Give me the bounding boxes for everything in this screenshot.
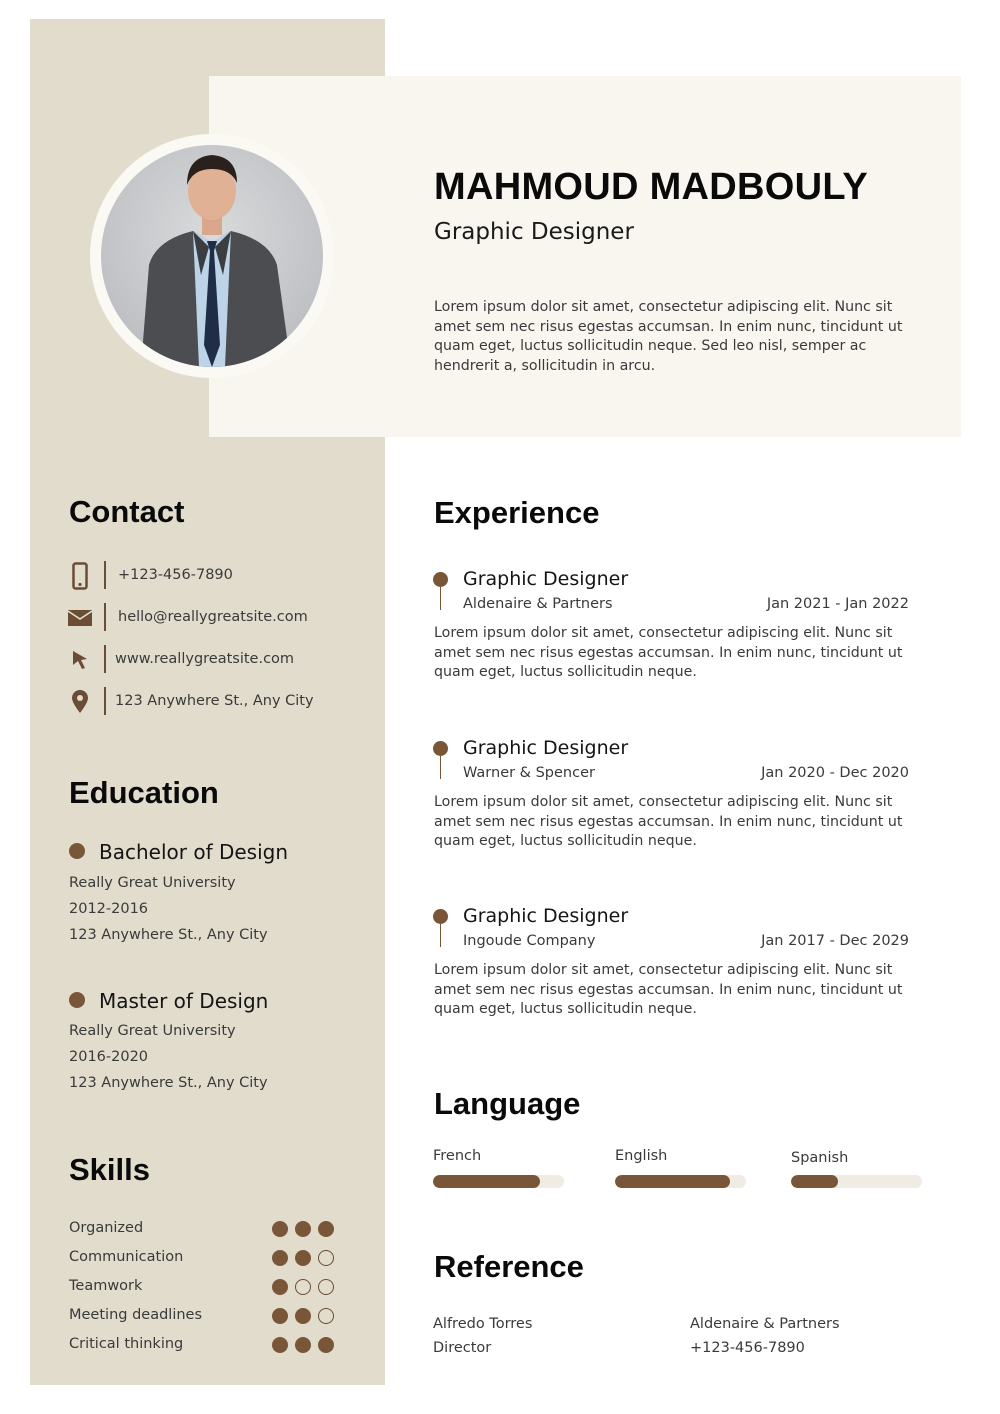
years: 2016-2020 — [69, 1049, 149, 1065]
language-label: French — [433, 1148, 482, 1164]
language-bar — [433, 1175, 564, 1188]
rating-dot-filled-icon — [318, 1337, 334, 1353]
profile-summary: Lorem ipsum dolor sit amet, consectetur adipiscing elit. Nunc sit amet sem nec risus egestas accumsan. In enim nunc, tincidunt ut quam eget, luctus sollicitudin neque. Sed leo nisl, semper ac hendrerit a, sollicitudin in arcu. — [434, 299, 903, 374]
contact-heading: Contact — [69, 494, 185, 529]
timeline-stem — [440, 753, 442, 779]
skill-rating — [272, 1250, 334, 1266]
divider — [104, 561, 106, 589]
language-bar-fill — [615, 1175, 730, 1188]
skill-rating — [272, 1308, 334, 1324]
language-bar — [791, 1175, 922, 1188]
job-dates: Jan 2020 - Dec 2020 — [761, 765, 909, 781]
job-description: Lorem ipsum dolor sit amet, consectetur adipiscing elit. Nunc sit amet sem nec risus egestas accumsan. In enim nunc, tincidunt ut quam eget, luctus sollicitudin neque. — [434, 625, 903, 680]
skill-rating — [272, 1279, 334, 1295]
bullet-icon — [69, 843, 85, 859]
skill-row — [69, 1219, 334, 1241]
contact-email — [66, 603, 366, 633]
skill-row — [69, 1248, 334, 1270]
rating-dot-filled-icon — [272, 1308, 288, 1324]
skill-row — [69, 1306, 334, 1328]
timeline-stem — [440, 584, 442, 610]
job-description: Lorem ipsum dolor sit amet, consectetur adipiscing elit. Nunc sit amet sem nec risus egestas accumsan. In enim nunc, tincidunt ut quam eget, luctus sollicitudin neque. — [434, 962, 903, 1017]
rating-dot-empty-icon — [318, 1308, 334, 1324]
bullet-icon — [69, 992, 85, 1008]
degree: Bachelor of Design — [99, 840, 289, 864]
reference-position: Director — [433, 1340, 492, 1356]
location-pin-icon — [66, 689, 94, 715]
language-label: Spanish — [791, 1150, 849, 1166]
rating-dot-filled-icon — [295, 1337, 311, 1353]
rating-dot-filled-icon — [295, 1308, 311, 1324]
reference-person — [433, 1312, 532, 1360]
degree: Master of Design — [99, 989, 269, 1013]
company: Aldenaire & Partners — [463, 596, 613, 612]
job-description: Lorem ipsum dolor sit amet, consectetur adipiscing elit. Nunc sit amet sem nec risus egestas accumsan. In enim nunc, tincidunt ut quam eget, luctus sollicitudin neque. — [434, 794, 903, 849]
candidate-role: Graphic Designer — [434, 219, 634, 245]
rating-dot-filled-icon — [295, 1221, 311, 1237]
reference-heading: Reference — [434, 1249, 584, 1284]
language-bar-fill — [791, 1175, 838, 1188]
skill-label: Organized — [69, 1220, 144, 1236]
rating-dot-filled-icon — [272, 1337, 288, 1353]
job-dates: Jan 2017 - Dec 2029 — [761, 933, 909, 949]
rating-dot-empty-icon — [318, 1279, 334, 1295]
years: 2012-2016 — [69, 901, 149, 917]
reference-phone: +123-456-7890 — [690, 1340, 805, 1356]
skill-row — [69, 1277, 334, 1299]
job-title: Graphic Designer — [463, 568, 629, 590]
divider — [104, 687, 106, 715]
contact-address — [66, 687, 366, 717]
experience-heading: Experience — [434, 495, 600, 530]
skill-label: Teamwork — [69, 1278, 143, 1294]
reference-contact — [690, 1312, 840, 1360]
company: Warner & Spencer — [463, 765, 595, 781]
job-title: Graphic Designer — [463, 737, 629, 759]
timeline-stem — [440, 921, 442, 947]
person-portrait-icon — [101, 145, 323, 367]
skill-rating — [272, 1337, 334, 1353]
company: Ingoude Company — [463, 933, 596, 949]
rating-dot-filled-icon — [318, 1221, 334, 1237]
cursor-icon — [66, 647, 94, 673]
skill-rating — [272, 1221, 334, 1237]
email-text[interactable]: hello@reallygreatsite.com — [118, 609, 308, 625]
candidate-name: MAHMOUD MADBOULY — [434, 166, 869, 208]
contact-phone — [66, 561, 366, 591]
address-text: 123 Anywhere St., Any City — [115, 693, 314, 709]
website-text[interactable]: www.reallygreatsite.com — [115, 651, 295, 667]
skill-row — [69, 1335, 334, 1357]
school: Really Great University — [69, 1023, 236, 1039]
skill-label: Meeting deadlines — [69, 1307, 203, 1323]
profile-photo — [101, 145, 323, 367]
language-bar-fill — [433, 1175, 540, 1188]
rating-dot-filled-icon — [295, 1250, 311, 1266]
rating-dot-filled-icon — [272, 1221, 288, 1237]
language-label: English — [615, 1148, 668, 1164]
contact-website — [66, 645, 366, 675]
rating-dot-empty-icon — [295, 1279, 311, 1295]
language-bar — [615, 1175, 746, 1188]
rating-dot-filled-icon — [272, 1279, 288, 1295]
profile-photo-frame — [90, 134, 334, 378]
education-heading: Education — [69, 775, 219, 810]
language-heading: Language — [434, 1086, 581, 1121]
job-title: Graphic Designer — [463, 905, 629, 927]
divider — [104, 645, 106, 673]
phone-text: +123-456-7890 — [118, 567, 233, 583]
divider — [104, 603, 106, 631]
school: Really Great University — [69, 875, 236, 891]
school-address: 123 Anywhere St., Any City — [69, 1075, 268, 1091]
skill-label: Communication — [69, 1249, 184, 1265]
skill-label: Critical thinking — [69, 1336, 184, 1352]
job-dates: Jan 2021 - Jan 2022 — [766, 596, 909, 612]
reference-company: Aldenaire & Partners — [690, 1316, 840, 1332]
phone-icon — [66, 563, 94, 589]
reference-name: Alfredo Torres — [433, 1316, 533, 1332]
rating-dot-empty-icon — [318, 1250, 334, 1266]
rating-dot-filled-icon — [272, 1250, 288, 1266]
school-address: 123 Anywhere St., Any City — [69, 927, 268, 943]
email-icon — [66, 605, 94, 631]
skills-heading: Skills — [69, 1152, 150, 1187]
